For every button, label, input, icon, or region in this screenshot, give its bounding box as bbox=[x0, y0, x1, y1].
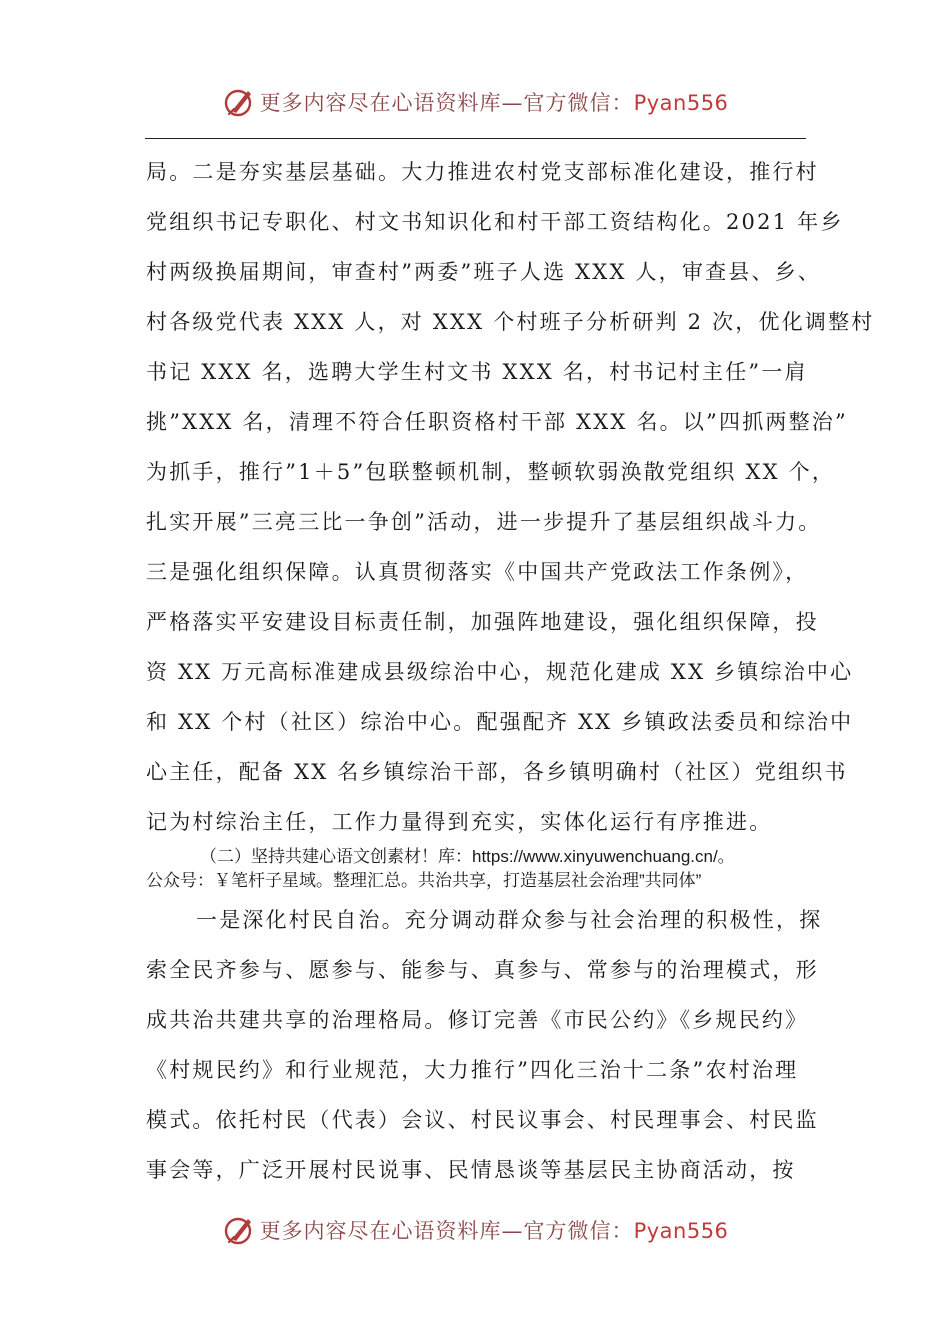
text-line: 为抓手，推行”1＋5”包联整顿机制，整顿软弱涣散党组织 XX 个， bbox=[146, 460, 836, 484]
text-line: 书记 XXX 名，选聘大学生村文书 XXX 名，村书记村主任”一肩 bbox=[146, 360, 808, 384]
text-line: 和 XX 个村（社区）综治中心。配强配齐 XX 乡镇政法委员和综治中 bbox=[146, 710, 854, 734]
footer-banner bbox=[0, 1210, 950, 1250]
text-line: 党组织书记专职化、村文书知识化和村干部工资结构化。2021 年乡 bbox=[146, 210, 844, 234]
wechat-handle: Pyan556 bbox=[633, 91, 729, 115]
banner-text: 更多内容尽在心语资料库—官方微信：Pyan556 bbox=[259, 1219, 729, 1243]
text-line: 心主任，配备 XX 名乡镇综治干部，各乡镇明确村（社区）党组织书 bbox=[146, 760, 848, 784]
quill-logo-icon bbox=[222, 85, 256, 119]
text-line: 扎实开展”三亮三比一争创”活动，进一步提升了基层组织战斗力。 bbox=[146, 510, 822, 534]
text-line: 事会等，广泛开展村民说事、民情恳谈等基层民主协商活动，按 bbox=[146, 1158, 796, 1182]
section-heading-line: 公众号：￥笔杆子星域。整理汇总。共治共享，打造基层社会治理”共同体” bbox=[146, 871, 702, 890]
text-line: 严格落实平安建设目标责任制，加强阵地建设，强化组织保障，投 bbox=[146, 610, 819, 634]
wechat-handle: Pyan556 bbox=[633, 1219, 729, 1243]
text-line: 局。二是夯实基层基础。大力推进农村党支部标准化建设，推行村 bbox=[146, 160, 819, 184]
text-line: 挑”XXX 名，清理不符合任职资格村干部 XXX 名。以”四抓两整治” bbox=[146, 410, 848, 434]
text-line: 资 XX 万元高标准建成县级综治中心，规范化建成 XX 乡镇综治中心 bbox=[146, 660, 854, 684]
text-line: 记为村综治主任，工作力量得到充实，实体化运行有序推进。 bbox=[146, 810, 773, 834]
text-line: 成共治共建共享的治理格局。修订完善《市民公约》《乡规民约》 bbox=[146, 1008, 809, 1032]
text-line: 一是深化村民自治。充分调动群众参与社会治理的积极性，探 bbox=[196, 908, 823, 932]
quill-logo-icon bbox=[222, 1213, 256, 1247]
text-line: 索全民齐参与、愿参与、能参与、真参与、常参与的治理模式，形 bbox=[146, 958, 819, 982]
text-line: 《村规民约》和行业规范，大力推行”四化三治十二条”农村治理 bbox=[146, 1058, 799, 1082]
text-line: 三是强化组织保障。认真贯彻落实《中国共产党政法工作条例》， bbox=[146, 560, 809, 584]
text-line: 村各级党代表 XXX 人，对 XXX 个村班子分析研判 2 次，优化调整村 bbox=[146, 310, 875, 334]
text-line: 村两级换届期间，审查村”两委”班子人选 XXX 人，审查县、乡、 bbox=[146, 260, 822, 284]
header-divider bbox=[145, 138, 806, 139]
text-line: 模式。依托村民（代表）会议、村民议事会、村民理事会、村民监 bbox=[146, 1108, 819, 1132]
header-banner bbox=[0, 82, 950, 122]
banner-text: 更多内容尽在心语资料库—官方微信：Pyan556 bbox=[259, 91, 729, 115]
section-heading-line: （二）坚持共建心语文创素材！库：https://www.xinyuwenchuang.cn/。 bbox=[200, 847, 735, 866]
